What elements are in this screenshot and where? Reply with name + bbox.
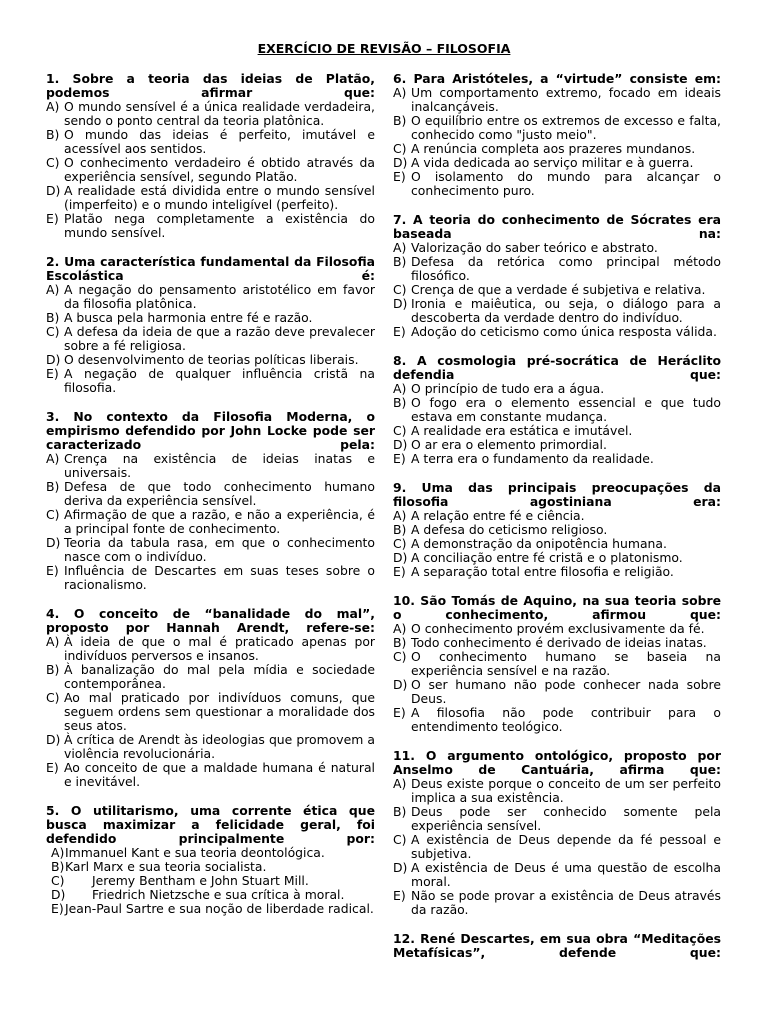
option-a (393, 622, 721, 636)
option-letter: C) (46, 324, 60, 339)
option-b (393, 255, 721, 283)
option-text: A relação entre fé e ciência. (411, 508, 585, 523)
option-text: Crença na existência de ideias inatas e universais. (64, 451, 375, 480)
option-c (393, 142, 721, 156)
option-text: Todo conhecimento é derivado de ideias inatas. (411, 635, 707, 650)
option-d (46, 888, 375, 902)
option-text: A vida dedicada ao serviço militar e à guerra. (411, 155, 694, 170)
option-b (393, 523, 721, 537)
option-letter: B) (46, 662, 60, 677)
option-letter: E) (393, 451, 406, 466)
option-letter: D) (46, 535, 61, 550)
option-text: A existência de Deus é uma questão de escolha moral. (411, 860, 721, 889)
option-letter: C) (393, 536, 407, 551)
option-text: À ideia de que o mal é praticado apenas por indivíduos perversos e insanos. (64, 634, 375, 663)
option-text: O mundo das ideias é perfeito, imutável e acessível aos sentidos. (64, 127, 375, 156)
option-letter: E) (393, 324, 406, 339)
question-6 (393, 72, 721, 198)
option-letter: C) (393, 649, 407, 664)
option-letter: B) (393, 254, 407, 269)
question-text: 3. No contexto da Filosofia Moderna, o empirismo defendido por John Locke pode ser caracterizado pela: (46, 409, 375, 452)
option-c (393, 424, 721, 438)
option-letter: A) (46, 99, 60, 114)
option-text: Platão nega completamente a existência do mundo sensível. (64, 211, 375, 240)
question-2 (46, 255, 375, 395)
option-text: O desenvolvimento de teorias políticas liberais. (64, 352, 359, 367)
option-letter: C) (393, 282, 407, 297)
option-letter: B) (46, 479, 60, 494)
option-letter: D) (46, 732, 61, 747)
page-title: EXERCÍCIO DE REVISÃO – FILOSOFIA (257, 41, 511, 56)
option-text: A conciliação entre fé cristã e o platonismo. (411, 550, 683, 565)
question-text: 1. Sobre a teoria das ideias de Platão, podemos afirmar que: (46, 71, 375, 100)
option-text: Deus existe porque o conceito de um ser perfeito implica a sua existência. (411, 776, 721, 805)
option-b (393, 114, 721, 142)
option-text: O ser humano não pode conhecer nada sobre Deus. (411, 677, 721, 706)
option-e (393, 452, 721, 466)
option-text: Jean-Paul Sartre e sua noção de liberdade radical. (65, 901, 374, 916)
option-letter: C) (51, 873, 65, 888)
option-text: A demonstração da onipotência humana. (411, 536, 667, 551)
option-d (46, 353, 375, 367)
option-c (46, 874, 375, 888)
option-letter: A) (393, 85, 407, 100)
question-text: 5. O utilitarismo, uma corrente ética que busca maximizar a felicidade geral, foi defendido principalmente por: (46, 803, 375, 846)
option-a (46, 635, 375, 663)
option-letter: C) (393, 423, 407, 438)
option-text: A terra era o fundamento da realidade. (411, 451, 654, 466)
option-letter: B) (46, 310, 60, 325)
option-letter: D) (393, 437, 408, 452)
option-letter: E) (46, 760, 59, 775)
option-letter: A) (393, 240, 407, 255)
option-text: Não se pode provar a existência de Deus através da razão. (411, 888, 721, 917)
option-letter: B) (393, 113, 407, 128)
question-3 (46, 410, 375, 592)
option-text: Jeremy Bentham e John Stuart Mill. (92, 873, 309, 888)
option-a (46, 846, 375, 860)
option-text: Um comportamento extremo, focado em ideais inalcançáveis. (411, 85, 721, 114)
option-text: À banalização do mal pela mídia e sociedade contemporânea. (64, 662, 375, 691)
option-a (46, 100, 375, 128)
option-text: A negação do pensamento aristotélico em favor da filosofia platônica. (64, 282, 375, 311)
option-letter: E) (393, 564, 406, 579)
option-letter: D) (393, 860, 408, 875)
question-7 (393, 213, 721, 339)
option-d (393, 156, 721, 170)
option-text: O equilíbrio entre os extremos de excesso e falta, conhecido como "justo meio". (411, 113, 721, 142)
option-d (393, 861, 721, 889)
option-text: Immanuel Kant e sua teoria deontológica. (65, 845, 325, 860)
option-letter: D) (46, 352, 61, 367)
option-text: O princípio de tudo era a água. (411, 381, 605, 396)
option-letter: E) (46, 366, 59, 381)
option-letter: B) (51, 859, 65, 874)
option-text: A defesa da ideia de que a razão deve prevalecer sobre a fé religiosa. (64, 324, 375, 353)
option-text: O conhecimento provém exclusivamente da fé. (411, 621, 705, 636)
option-text: A busca pela harmonia entre fé e razão. (64, 310, 313, 325)
option-letter: D) (46, 183, 61, 198)
option-c (46, 508, 375, 536)
option-letter: E) (393, 169, 406, 184)
option-e (393, 170, 721, 198)
option-letter: A) (393, 776, 407, 791)
option-letter: A) (46, 282, 60, 297)
option-letter: D) (51, 887, 66, 902)
option-letter: D) (393, 155, 408, 170)
option-c (46, 156, 375, 184)
option-b (393, 396, 721, 424)
option-letter: C) (393, 141, 407, 156)
option-b (46, 311, 375, 325)
option-letter: C) (46, 690, 60, 705)
option-d (46, 733, 375, 761)
question-text: 6. Para Aristóteles, a “virtude” consiste em: (393, 71, 721, 86)
option-b (393, 636, 721, 650)
option-letter: C) (46, 507, 60, 522)
option-e (46, 761, 375, 789)
question-text: 12. René Descartes, em sua obra “Meditações Metafísicas”, defende que: (393, 931, 721, 960)
option-e (393, 706, 721, 734)
option-text: O isolamento do mundo para alcançar o conhecimento puro. (411, 169, 721, 198)
question-10 (393, 594, 721, 734)
option-e (393, 889, 721, 917)
option-letter: B) (46, 127, 60, 142)
option-letter: A) (393, 621, 407, 636)
question-12 (393, 932, 721, 960)
option-c (393, 650, 721, 678)
option-text: A separação total entre filosofia e religião. (411, 564, 674, 579)
option-a (46, 283, 375, 311)
option-letter: C) (393, 832, 407, 847)
option-e (46, 367, 375, 395)
option-letter: D) (393, 677, 408, 692)
option-letter: D) (393, 550, 408, 565)
option-text: A realidade está dividida entre o mundo sensível (imperfeito) e o mundo inteligível (perfeito). (64, 183, 375, 212)
option-c (393, 283, 721, 297)
question-text: 11. O argumento ontológico, proposto por Anselmo de Cantuária, afirma que: (393, 748, 721, 777)
option-a (393, 509, 721, 523)
question-5 (46, 804, 375, 916)
option-letter: E) (46, 563, 59, 578)
option-a (46, 452, 375, 480)
option-c (393, 833, 721, 861)
option-text: A filosofia não pode contribuir para o entendimento teológico. (411, 705, 721, 734)
question-1 (46, 72, 375, 240)
option-letter: A) (393, 381, 407, 396)
question-4 (46, 607, 375, 789)
question-8 (393, 354, 721, 466)
question-text: 9. Uma das principais preocupações da filosofia agostiniana era: (393, 480, 721, 509)
option-text: Teoria da tabula rasa, em que o conhecimento nasce com o indivíduo. (64, 535, 375, 564)
option-e (46, 564, 375, 592)
option-letter: A) (46, 634, 60, 649)
option-b (46, 480, 375, 508)
option-text: Influência de Descartes em suas teses sobre o racionalismo. (64, 563, 375, 592)
option-text: Deus pode ser conhecido somente pela experiência sensível. (411, 804, 721, 833)
left-column (46, 72, 375, 931)
option-c (46, 325, 375, 353)
option-a (393, 382, 721, 396)
question-text: 8. A cosmologia pré-socrática de Heráclito defendia que: (393, 353, 721, 382)
option-a (393, 86, 721, 114)
question-text: 4. O conceito de “banalidade do mal”, proposto por Hannah Arendt, refere-se: (46, 606, 375, 635)
question-text: 2. Uma característica fundamental da Filosofia Escolástica é: (46, 254, 375, 283)
option-text: Ironia e maiêutica, ou seja, o diálogo para a descoberta da verdade dentro do indivíduo. (411, 296, 721, 325)
option-letter: B) (393, 635, 407, 650)
option-letter: A) (51, 845, 65, 860)
option-text: Ao mal praticado por indivíduos comuns, que seguem ordens sem questionar a moralidade dos seus atos. (64, 690, 375, 733)
option-letter: A) (46, 451, 60, 466)
question-text: 10. São Tomás de Aquino, na sua teoria sobre o conhecimento, afirmou que: (393, 593, 721, 622)
option-d (393, 297, 721, 325)
option-d (393, 551, 721, 565)
option-d (46, 184, 375, 212)
option-e (393, 325, 721, 339)
option-text: A renúncia completa aos prazeres mundanos. (411, 141, 696, 156)
option-text: O mundo sensível é a única realidade verdadeira, sendo o ponto central da teoria platônica. (64, 99, 375, 128)
option-text: Defesa de que todo conhecimento humano deriva da experiência sensível. (64, 479, 375, 508)
option-a (393, 241, 721, 255)
option-text: Afirmação de que a razão, e não a experiência, é a principal fonte de conhecimento. (64, 507, 375, 536)
option-e (393, 565, 721, 579)
option-text: A negação de qualquer influência cristã na filosofia. (64, 366, 375, 395)
question-11 (393, 749, 721, 917)
option-text: O conhecimento verdadeiro é obtido através da experiência sensível, segundo Platão. (64, 155, 375, 184)
option-letter: E) (51, 901, 64, 916)
option-text: O ar era o elemento primordial. (411, 437, 607, 452)
option-c (46, 691, 375, 733)
option-c (393, 537, 721, 551)
option-text: O fogo era o elemento essencial e que tudo estava em constante mudança. (411, 395, 721, 424)
option-letter: E) (46, 211, 59, 226)
option-e (46, 902, 375, 916)
option-text: Crença de que a verdade é subjetiva e relativa. (411, 282, 706, 297)
option-text: A defesa do ceticismo religioso. (411, 522, 608, 537)
option-letter: B) (393, 522, 407, 537)
option-b (46, 663, 375, 691)
option-letter: A) (393, 508, 407, 523)
option-d (393, 678, 721, 706)
option-letter: D) (393, 296, 408, 311)
option-a (393, 777, 721, 805)
option-text: Friedrich Nietzsche e sua crítica à moral. (92, 887, 345, 902)
option-text: A existência de Deus depende da fé pessoal e subjetiva. (411, 832, 721, 861)
option-text: Valorização do saber teórico e abstrato. (411, 240, 658, 255)
option-text: A realidade era estática e imutável. (411, 423, 633, 438)
option-letter: C) (46, 155, 60, 170)
question-9 (393, 481, 721, 579)
option-text: Ao conceito de que a maldade humana é natural e inevitável. (64, 760, 375, 789)
option-b (393, 805, 721, 833)
option-text: À crítica de Arendt às ideologias que promovem a violência revolucionária. (64, 732, 375, 761)
option-text: Adoção do ceticismo como única resposta válida. (411, 324, 717, 339)
option-letter: E) (393, 888, 406, 903)
option-letter: B) (393, 395, 407, 410)
option-b (46, 128, 375, 156)
option-d (393, 438, 721, 452)
option-letter: E) (393, 705, 406, 720)
option-text: Defesa da retórica como principal método filosófico. (411, 254, 721, 283)
right-column (393, 72, 721, 975)
option-text: O conhecimento humano se baseia na experiência sensível e na razão. (411, 649, 721, 678)
option-d (46, 536, 375, 564)
option-text: Karl Marx e sua teoria socialista. (65, 859, 267, 874)
option-letter: B) (393, 804, 407, 819)
question-text: 7. A teoria do conhecimento de Sócrates era baseada na: (393, 212, 721, 241)
option-b (46, 860, 375, 874)
option-e (46, 212, 375, 240)
